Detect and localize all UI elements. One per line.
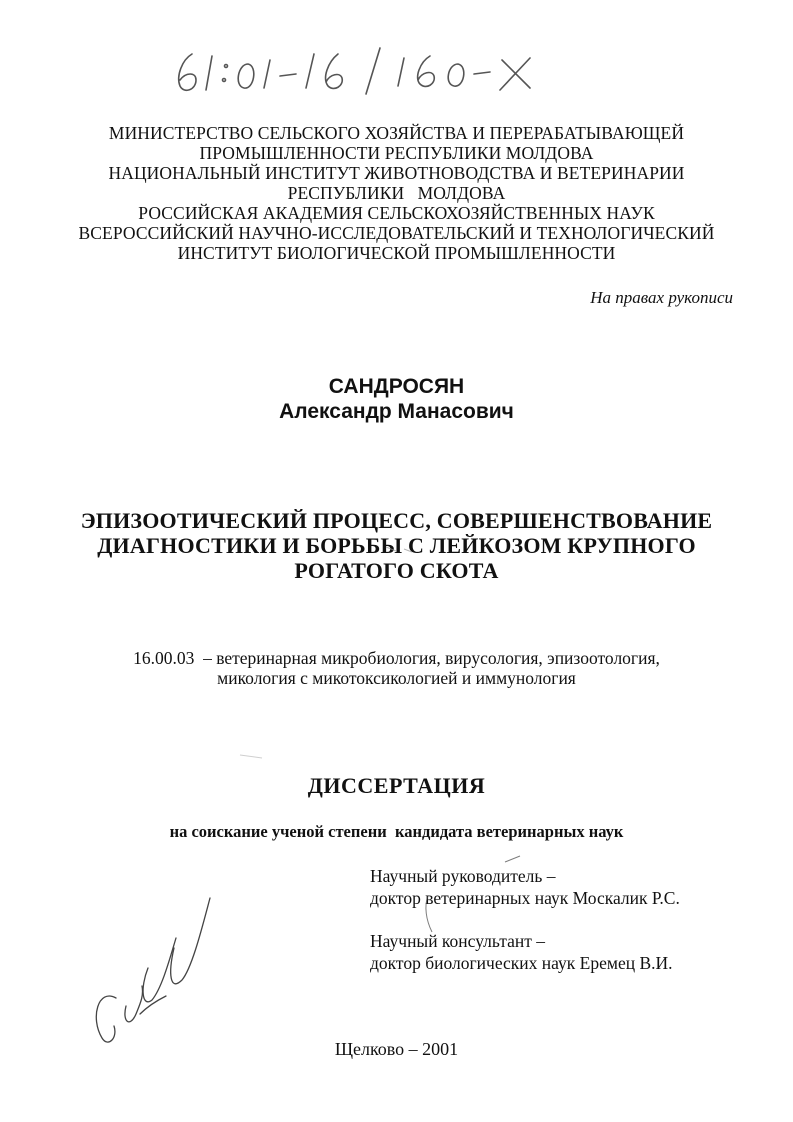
title-line: РОГАТОГО СКОТА	[294, 558, 499, 583]
institution-line: ИНСТИТУТ БИОЛОГИЧЕСКОЙ ПРОМЫШЛЕННОСТИ	[177, 243, 616, 263]
supervisor-person: доктор ветеринарных наук Москалик Р.С.	[370, 888, 680, 908]
dissertation-title	[0, 508, 793, 583]
author-block	[0, 374, 793, 424]
supervisor-role: Научный руководитель –	[370, 866, 556, 886]
signature-scribble	[78, 888, 228, 1058]
consultant-person: доктор биологических наук Еремец В.И.	[370, 953, 673, 973]
institution-line: ВСЕРОССИЙСКИЙ НАУЧНО-ИССЛЕДОВАТЕЛЬСКИЙ И ТЕХНОЛОГИЧЕСКИЙ	[78, 223, 715, 243]
handwritten-archive-code	[168, 42, 588, 98]
author-given-names: Александр Манасович	[279, 400, 514, 423]
institution-line: ПРОМЫШЛЕННОСТИ РЕСПУБЛИКИ МОЛДОВА	[199, 143, 594, 163]
title-line: ЭПИЗООТИЧЕСКИЙ ПРОЦЕСС, СОВЕРШЕНСТВОВАНИЕ	[80, 508, 713, 533]
specialty-line: микология с микотоксикологией и иммунология	[217, 668, 576, 688]
archive-code-handwriting	[168, 42, 588, 98]
institutions-header	[0, 123, 793, 263]
handwritten-signature	[78, 888, 228, 1058]
document-type-label: ДИССЕРТАЦИЯ	[307, 773, 486, 798]
degree-text: на соискание ученой степени кандидата ветеринарных наук	[169, 822, 624, 841]
institution-line: РОССИЙСКАЯ АКАДЕМИЯ СЕЛЬСКОХОЗЯЙСТВЕННЫХ НАУК	[138, 203, 655, 223]
specialty-line: 16.00.03 – ветеринарная микробиология, вирусология, эпизоотология,	[133, 648, 660, 668]
institution-line: МИНИСТЕРСТВО СЕЛЬСКОГО ХОЗЯЙСТВА И ПЕРЕРАБАТЫВАЮЩЕЙ	[108, 123, 685, 143]
degree-line	[0, 822, 793, 842]
title-line: ДИАГНОСТИКИ И БОРЬБЫ С ЛЕЙКОЗОМ КРУПНОГО	[97, 533, 696, 558]
institution-line: НАЦИОНАЛЬНЫЙ ИНСТИТУТ ЖИВОТНОВОДСТВА И ВЕТЕРИНАРИИ	[108, 163, 685, 183]
rights-note: На правах рукописи	[590, 288, 733, 307]
document-type	[0, 773, 793, 799]
consultant-role: Научный консультант –	[370, 931, 545, 951]
scan-dust	[240, 755, 262, 758]
pen-mark	[505, 856, 520, 862]
city-year-text: Щелково – 2001	[334, 1039, 459, 1059]
specialty-block	[0, 648, 793, 688]
author-surname: САНДРОСЯН	[328, 375, 465, 398]
footer-city-year	[0, 1039, 793, 1060]
institution-line: РЕСПУБЛИКИ МОЛДОВА	[287, 183, 506, 203]
